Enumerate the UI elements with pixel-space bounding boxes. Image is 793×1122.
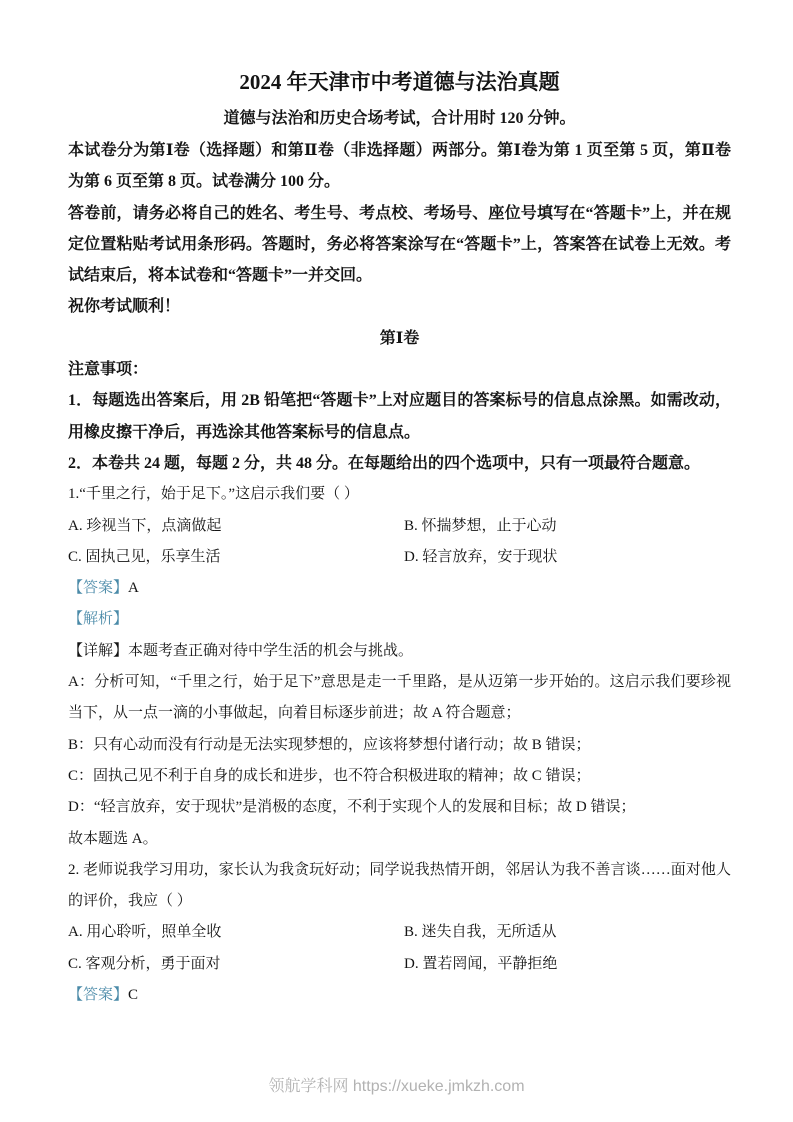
question-2-answer-line — [68, 980, 731, 1011]
question-2-option-c: C. 客观分析，勇于面对 — [68, 955, 221, 972]
exam-wish-line: 祝你考试顺利！ — [68, 298, 181, 316]
document-content — [68, 62, 731, 1011]
note-item-1: 1．每题选出答案后，用 2B 铅笔把“答题卡”上对应题目的答案标号的信息点涂黑。如需改动，用橡皮擦干净后，再选涂其他答案标号的信息点。 — [68, 392, 731, 441]
intro-paragraph-2: 答卷前，请务必将自己的姓名、考生号、考点校、考场号、座位号填写在“答题卡”上，并在规定位置粘贴考试用条形码。答题时，务必将答案涂写在“答题卡”上，答案答在试卷上无效。考试结束后，将本试卷和“答题卡”一并交回。 — [68, 204, 731, 285]
analysis-label: 【解析】 — [68, 611, 129, 628]
notes-heading: 注意事项： — [68, 361, 149, 379]
question-1-option-c: C. 固执己见，乐享生活 — [68, 548, 221, 565]
question-1-detail-b: B：只有心动而没有行动是无法实现梦想的，应该将梦想付诸行动；故 B 错误； — [68, 736, 591, 753]
question-2-option-a: A. 用心聆听，照单全收 — [68, 924, 222, 941]
question-1-option-d: D. 轻言放弃，安于现状 — [404, 548, 558, 565]
watermark: 领航学科网 https://xueke.jmkzh.com — [268, 1078, 525, 1095]
question-2-option-b: B. 迷失自我，无所适从 — [404, 924, 557, 941]
question-2-stem: 2. 老师说我学习用功，家长认为我贪玩好动；同学说我热情开朗，邻居认为我不善言谈……面对他人的评价，我应（ ） — [68, 861, 731, 910]
question-1-answer-line — [68, 573, 731, 604]
question-1-stem: 1.“千里之行，始于足下。”这启示我们要（ ） — [68, 486, 359, 503]
answer-value: C — [128, 987, 139, 1004]
question-2-option-d: D. 置若罔闻，平静拒绝 — [404, 955, 558, 972]
exam-subtitle: 道德与法治和历史合场考试，合计用时 120 分钟。 — [223, 110, 576, 127]
page-title: 2024 年天津市中考道德与法治真题 — [239, 70, 560, 94]
question-1-conclusion: 故本题选 A。 — [68, 830, 158, 847]
question-1-option-b: B. 怀揣梦想，止于心动 — [404, 517, 557, 534]
intro-paragraph-1: 本试卷分为第Ⅰ卷（选择题）和第Ⅱ卷（非选择题）两部分。第Ⅰ卷为第 1 页至第 5 页，第Ⅱ卷为第 6 页至第 8 页。试卷满分 100 分。 — [68, 142, 731, 191]
question-2-options-row-1 — [68, 917, 731, 948]
section-title: 第Ⅰ卷 — [379, 329, 420, 347]
question-block-2 — [68, 855, 731, 1011]
answer-label: 【答案】 — [68, 580, 129, 597]
note-item-2: 2．本卷共 24 题，每题 2 分，共 48 分。在每题给出的四个选项中，只有一项最符合题意。 — [68, 454, 701, 472]
question-1-detail-intro: 【详解】本题考查正确对待中学生活的机会与挑战。 — [68, 642, 414, 659]
question-2-options-row-2 — [68, 949, 731, 980]
question-block-1 — [68, 479, 731, 855]
question-1-options-row-2 — [68, 542, 731, 573]
answer-value: A — [128, 580, 139, 597]
question-1-detail-a: A：分析可知，“千里之行，始于足下”意思是走一千里路，是从迈第一步开始的。这启示我们要珍视当下，从一点一滴的小事做起，向着目标逐步前进；故 A 符合题意； — [68, 674, 731, 722]
question-1-option-a: A. 珍视当下，点滴做起 — [68, 517, 222, 534]
question-1-detail-c: C：固执己见不利于自身的成长和进步，也不符合积极进取的精神；故 C 错误； — [68, 767, 591, 784]
question-1-detail-d: D：“轻言放弃，安于现状”是消极的态度，不利于实现个人的发展和目标；故 D 错误； — [68, 799, 636, 816]
question-1-options-row-1 — [68, 511, 731, 542]
answer-label: 【答案】 — [68, 987, 129, 1004]
